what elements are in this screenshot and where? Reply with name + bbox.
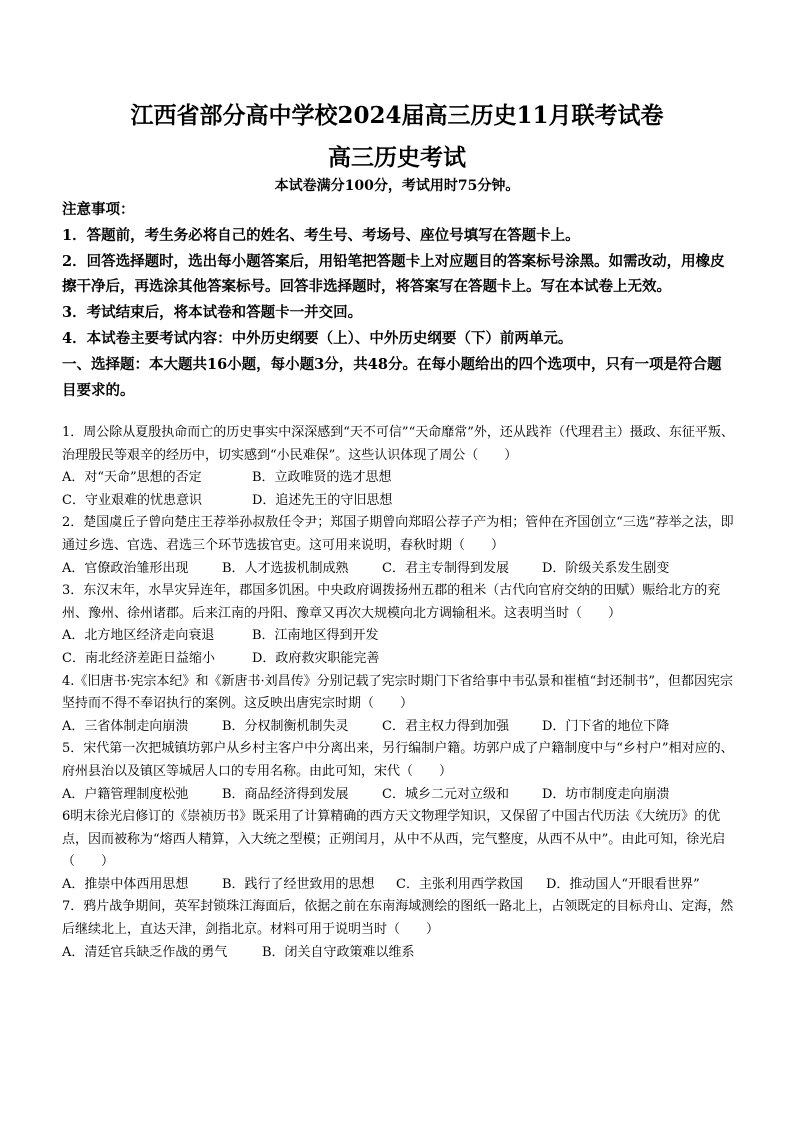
option-c: C．君主专制得到发展	[382, 560, 509, 576]
option-c: C．主张利用西学救国	[396, 876, 523, 892]
note-item: 3．考试结束后，将本试卷和答题卡一并交回。	[62, 304, 363, 322]
option-c: C．守业艰难的忧患意识	[62, 492, 202, 508]
option-row	[62, 874, 734, 897]
option-d: D．阶级关系发生剧变	[542, 560, 670, 576]
option-a: A．官僚政治雏形出现	[62, 560, 189, 576]
question-stem: 2．楚国虞丘子曾向楚庄王荐举孙叔敖任令尹；郑国子期曾向郑昭公荐子产为相；管仲在齐国创立“三选”荐举之法，即通过乡选、官选、君选三个环节选拔官吏。这可用来说明，春秋时期（ ）	[62, 515, 734, 553]
notes-heading: 注意事项：	[62, 201, 135, 218]
option-a: A．三省体制走向崩溃	[62, 718, 189, 734]
question-2	[62, 512, 734, 580]
option-b: B．闭关自守政策难以维系	[262, 944, 415, 960]
option-c: C．南北经济差距日益缩小	[62, 650, 215, 666]
question-5	[62, 738, 734, 806]
option-c: C．君主权力得到加强	[382, 718, 509, 734]
option-row	[62, 625, 734, 648]
exam-title: 江西省部分高中学校2024届高三历史11月联考试卷	[130, 102, 664, 129]
question-6	[62, 806, 734, 896]
option-a: A．北方地区经济走向衰退	[62, 628, 215, 644]
option-a: A．户籍管理制度松弛	[62, 786, 189, 802]
question-stem: 7．鸦片战争期间，英军封锁珠江海面后，依据之前在东南海域测绘的图纸一路北上，占领既定的目标舟山、定海，然后继续北上，直达天津，剑指北京。材料可用于说明当时（ ）	[62, 899, 734, 938]
option-row	[62, 716, 734, 739]
option-d: D．政府救灾职能完善	[252, 650, 380, 666]
note-item: 4．本试卷主要考试内容：中外历史纲要（上）、中外历史纲要（下）前两单元。	[62, 329, 573, 347]
question-stem: 3．东汉末年，水旱灾异连年，郡国多饥困。中央政府调拨扬州五郡的租米（古代向官府交纳的田赋）赈给北方的兖州、豫州、徐州诸郡。后来江南的丹阳、豫章又再次大规模向北方调输租米。这表明当时（ ）	[62, 583, 721, 621]
question-1	[62, 422, 734, 512]
option-row	[62, 467, 734, 490]
exam-info: 本试卷满分100分，考试用时75分钟。	[274, 178, 520, 194]
option-b: B．分权制衡机制失灵	[222, 718, 349, 734]
option-b: B．践行了经世致用的思想	[222, 876, 375, 892]
question-3	[62, 580, 734, 670]
exam-subtitle: 高三历史考试	[328, 144, 466, 171]
section-heading: 一、选择题：本大题共16小题，每小题3分，共48分。在每小题给出的四个选项中，只有一项是符合题目要求的。	[62, 355, 722, 399]
question-7	[62, 896, 734, 964]
notes-section	[62, 197, 734, 403]
option-d: D．坊市制度走向崩溃	[542, 786, 670, 802]
question-4	[62, 671, 734, 739]
option-d: D．推动国人“开眼看世界”	[546, 876, 700, 892]
note-item: 2．回答选择题时，选出每小题答案后，用铅笔把答题卡上对应题目的答案标号涂黑。如需改动，用橡皮擦干净后，再选涂其他答案标号。回答非选择题时，将答案写在答题卡上。写在本试卷上无效。	[62, 252, 725, 296]
question-stem: 6明末徐光启修订的《崇祯历书》既采用了计算精确的西方天文物理学知识，又保留了中国古代历法《大统历》的优点，因而被称为“熔西人精算，入大统之型模；正朔闰月，从中不从西，完气整度，从西不从中”。由此可知，徐光启（ ）	[62, 809, 726, 870]
option-d: D．追述先王的守旧思想	[252, 492, 393, 508]
option-b: B．立政唯贤的选才思想	[252, 470, 392, 486]
note-item: 1．答题前，考生务必将自己的姓名、考生号、考场号、座位号填写在答题卡上。	[62, 226, 580, 244]
option-c: C．城乡二元对立级和	[382, 786, 509, 802]
questions-list	[62, 422, 734, 964]
option-row	[62, 784, 734, 807]
question-stem: 4.《旧唐书·宪宗本纪》和《新唐书·刘昌传》分别记载了宪宗时期门下省给事中韦弘景和崔植“封还制书”，但都因宪宗坚持而不得不奉诏执行的案例。这反映出唐宪宗时期（ ）	[62, 673, 733, 712]
option-a: A．清廷官兵缺乏作战的勇气	[62, 944, 228, 960]
question-stem: 5．宋代第一次把城镇坊郭户从乡村主客户中分离出来，另行编制户籍。坊郭户成了户籍制度中与“乡村户”相对应的、府州县治以及镇区等城居人口的专用名称。由此可知，宋代（ ）	[62, 741, 734, 779]
option-row	[62, 942, 734, 965]
option-b: B．人才选拔机制成熟	[222, 560, 349, 576]
option-row	[62, 490, 734, 513]
question-stem: 1．周公除从夏殷执命而亡的历史事实中深深感到“天不可信”“天命靡常”外，还从践祚（代理君主）摄政、东征平叛、治理殷民等艰辛的经历中，切实感到“小民难保”。这些认识体现了周公（ ）	[62, 425, 734, 463]
option-b: B．江南地区得到开发	[252, 628, 379, 644]
option-a: A．对“天命”思想的否定	[62, 470, 202, 486]
option-d: D．门下省的地位下降	[542, 718, 670, 734]
option-b: B．商品经济得到发展	[222, 786, 349, 802]
option-row	[62, 648, 734, 671]
option-row	[62, 558, 734, 581]
option-a: A．推崇中体西用思想	[62, 876, 189, 892]
